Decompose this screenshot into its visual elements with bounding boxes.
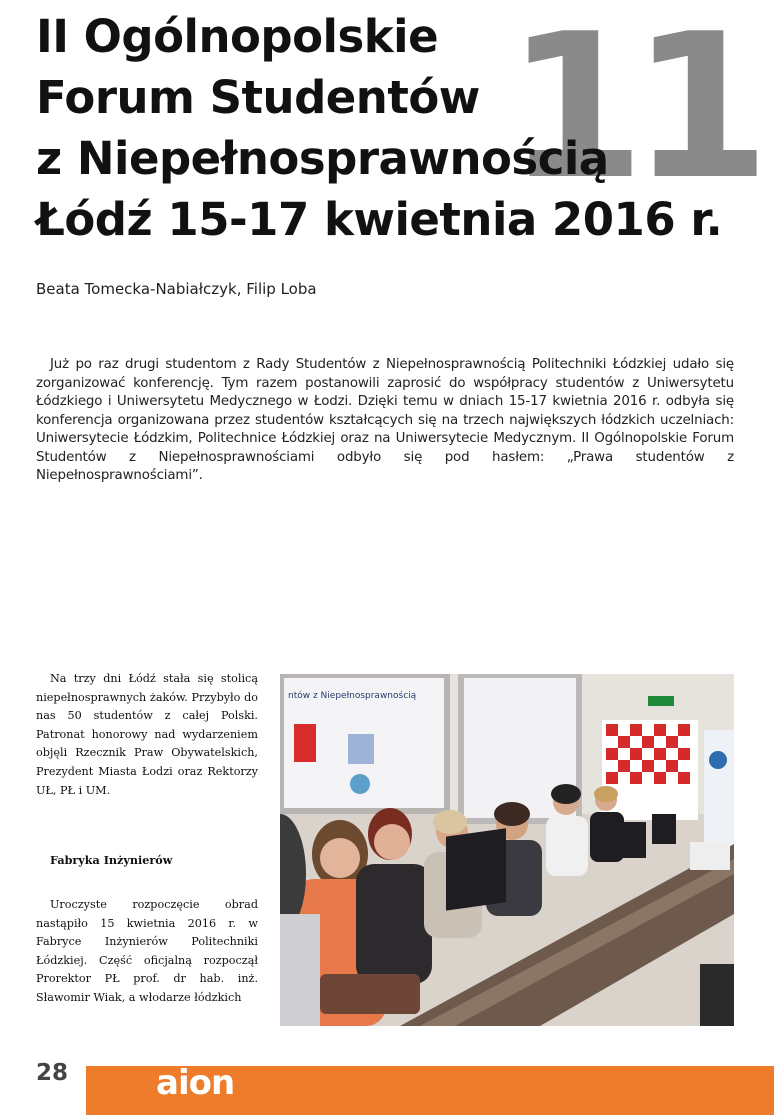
title-line: Forum Studentów [36,71,480,124]
screen-text: ntów z Niepełnosprawnością [288,691,417,701]
magazine-logo: aion [156,1063,235,1103]
lead-paragraph: Już po raz drugi studentom z Rady Studentów z Niepełnosprawnością Politechniki Łódzkiej udało się zorganizować konferencję. Tym razem postanowili zaprosić do współpracy studentów z Uniwersytetu Łódzkiego i Uniwersytetu Medycznego w Łodzi. Dzięki temu w dniach 15-17 kwietnia 2016 r. odbyła się konferencja organizowana przez studentów kształcących się na trzech największych łódzkich uczelniach: Uniwersytecie Łódzkim, Politechnice Łódzkiej oraz na Uniwersytecie Medycznym. II Ogólnopolskie Forum Studentów z Niepełnosprawnościami odbyło się pod hasłem: „Prawa studentów z Niepełnosprawnościami”. [36,357,734,483]
article-authors: Beata Tomecka-Nabiałczyk, Filip Loba [36,280,317,298]
page-number: 28 [36,1060,69,1086]
section-heading: Fabryka Inżynierów [50,853,173,867]
title-line: z Niepełnosprawnością [36,132,609,185]
column-paragraph-2: Uroczyste rozpoczęcie obrad nastąpiło 15 kwietnia 2016 r. w Fabryce Inżynierów Politechniki Łódzkiej. Część oficjalną rozpoczął Prorektor PŁ prof. dr hab. inż. Sławomir Wiak, a włodarze łódzkich [36,898,258,1004]
conference-photo [280,674,734,1026]
conference-photo-illustration [280,674,734,1026]
article-title [36,0,757,250]
checkered-banner [602,720,698,820]
column-paragraph-1: Na trzy dni Łódź stała się stolicą niepełnosprawnych żaków. Przybyło do nas 50 studentów z całej Polski. Patronat honorowy nad wydarzeniem objęli Rzecznik Praw Obywatelskich, Prezydent Miasta Łodzi oraz Rektorzy UŁ, PŁ i UM. [36,672,258,797]
title-line: II Ogólnopolskie [36,10,439,63]
title-line: Łódź 15-17 kwietnia 2016 r. [36,193,723,246]
big-number-watermark: 11 [506,0,757,224]
